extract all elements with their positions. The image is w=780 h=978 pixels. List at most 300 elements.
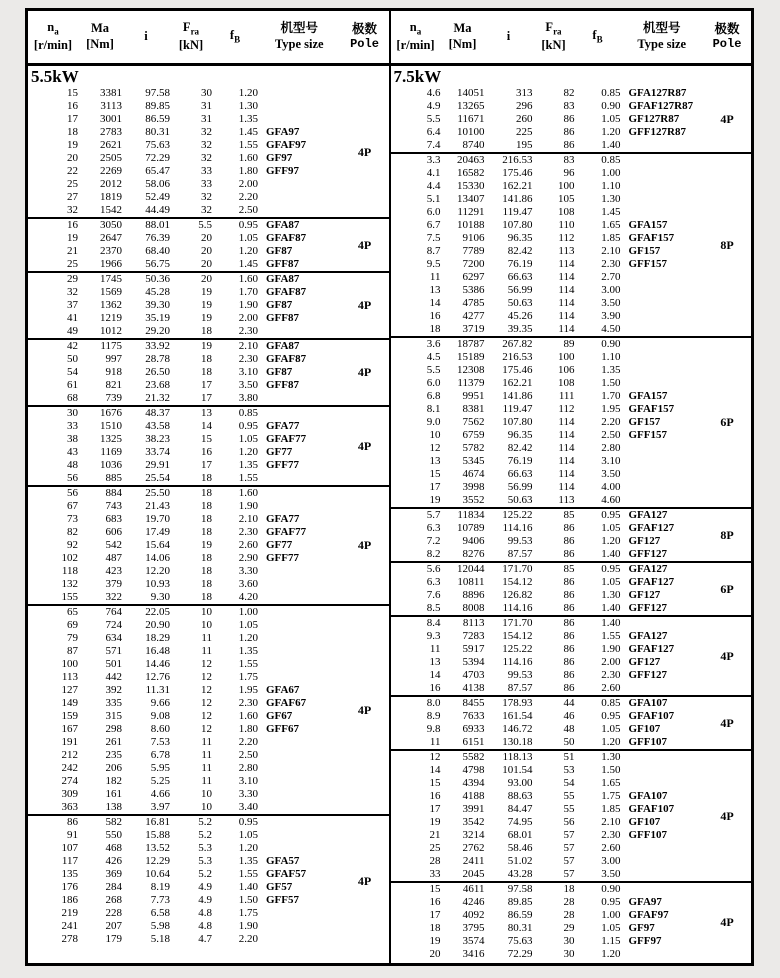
cell-ma: 3050	[100, 219, 122, 231]
cell-fra: 57	[563, 829, 575, 841]
spec-block	[28, 405, 389, 485]
cell-type	[621, 868, 704, 881]
cell-i: 195	[516, 139, 533, 151]
cell-fra: 86	[563, 643, 575, 655]
cell-type: GFA127	[628, 630, 668, 642]
cell-type: GFA157	[628, 390, 668, 402]
table-row	[28, 433, 341, 446]
cell-ma: 3381	[100, 87, 122, 99]
cell-na: 42	[67, 340, 78, 352]
cell-na: 13	[429, 284, 441, 296]
cell-type: GFA87	[266, 273, 300, 285]
cell-fb: 1.55	[238, 658, 258, 670]
cell-i: 96.35	[507, 429, 533, 441]
cell-fb: 1.40	[601, 548, 621, 560]
cell-na: 38	[67, 433, 78, 445]
cell-na: 363	[61, 801, 78, 813]
cell-i: 76.19	[507, 455, 533, 467]
cell-fb: 1.35	[238, 459, 258, 471]
cell-fb: 3.40	[238, 801, 258, 813]
pole-label: 4P	[720, 112, 734, 126]
cell-fra: 85	[563, 509, 575, 521]
cell-type	[258, 788, 341, 801]
cell-fb: 1.05	[601, 723, 621, 735]
cell-ma: 4611	[462, 883, 485, 895]
cell-na: 25	[67, 178, 78, 190]
cell-type	[621, 139, 704, 152]
table-row	[28, 366, 341, 379]
cell-i: 16.81	[145, 816, 170, 828]
cell-i: 89.85	[145, 100, 170, 112]
cell-type	[258, 191, 341, 204]
cell-i: 6.58	[150, 907, 170, 919]
cell-fra: 86	[563, 617, 575, 629]
cell-ma: 335	[105, 697, 122, 709]
cell-ma: 4703	[462, 669, 485, 681]
table-row	[28, 842, 341, 855]
cell-na: 7.5	[426, 232, 441, 244]
table-row	[391, 416, 704, 429]
cell-na: 7.2	[426, 535, 441, 547]
block-rows	[28, 407, 341, 485]
cell-fra: 20	[201, 232, 212, 244]
table-row	[391, 522, 704, 535]
cell-fb: 1.05	[601, 922, 621, 934]
cell-na: 11	[429, 643, 441, 655]
cell-na: 107	[61, 842, 78, 854]
cell-ma: 4092	[462, 909, 485, 921]
cell-ma: 10188	[457, 219, 485, 231]
cell-i: 68.01	[507, 829, 533, 841]
cell-fb: 3.30	[238, 565, 258, 577]
block-rows	[28, 219, 341, 271]
cell-i: 3.97	[150, 801, 170, 813]
cell-na: 8.2	[426, 548, 441, 560]
cell-fb: 2.20	[238, 736, 258, 748]
cell-i: 80.31	[507, 922, 533, 934]
table-row	[391, 390, 704, 403]
cell-ma: 2505	[100, 152, 122, 164]
cell-fb: 0.90	[601, 883, 621, 895]
cell-na: 41	[67, 312, 78, 324]
table-row	[391, 180, 704, 193]
cell-i: 33.74	[145, 446, 170, 458]
cell-type: GFF87	[266, 312, 299, 324]
cell-type: GFF77	[266, 552, 299, 564]
cell-na: 19	[429, 494, 441, 506]
cell-type: GF87	[266, 366, 293, 378]
cell-type: GFA87	[266, 340, 300, 352]
cell-i: 76.19	[507, 258, 533, 270]
block-rows	[28, 606, 341, 814]
cell-na: 309	[61, 788, 78, 800]
table-row	[391, 777, 704, 790]
cell-fra: 114	[558, 297, 575, 309]
cell-i: 99.53	[507, 669, 533, 681]
table-row	[28, 591, 341, 604]
cell-fb: 1.60	[238, 710, 258, 722]
cell-ma: 1036	[100, 459, 122, 471]
cell-fb: 1.05	[238, 433, 258, 445]
cell-type	[621, 351, 704, 364]
cell-ma: 235	[105, 749, 122, 761]
cell-i: 48.37	[145, 407, 170, 419]
block-rows	[391, 751, 704, 881]
cell-fb: 2.50	[238, 749, 258, 761]
cell-i: 125.22	[502, 643, 533, 655]
table-row	[391, 232, 704, 245]
cell-fra: 33	[201, 178, 212, 190]
cell-i: 35.19	[145, 312, 170, 324]
cell-fb: 1.30	[601, 751, 621, 763]
table-row	[28, 325, 341, 338]
cell-fb: 2.30	[238, 697, 258, 709]
cell-type	[621, 193, 704, 206]
cell-i: 9.66	[150, 697, 170, 709]
cell-fb: 2.50	[238, 204, 258, 216]
table-row	[28, 487, 341, 500]
cell-fra: 18	[201, 591, 212, 603]
table-row	[28, 723, 341, 736]
cell-na: 4.1	[426, 167, 441, 179]
cell-ma: 571	[105, 645, 122, 657]
pole-label: 4P	[357, 298, 372, 312]
table-row	[391, 455, 704, 468]
table-row	[391, 297, 704, 310]
cell-na: 9.8	[426, 723, 441, 735]
cell-fb: 1.00	[601, 909, 621, 921]
table-row	[391, 154, 704, 167]
cell-i: 141.86	[502, 193, 533, 205]
cell-type: GF107	[628, 723, 661, 735]
cell-ma: 764	[105, 606, 122, 618]
cell-fra: 12	[201, 671, 212, 683]
col-header-pole: 极数 Pole	[712, 22, 742, 52]
cell-na: 10	[429, 429, 441, 441]
cell-type: GF77	[266, 539, 293, 551]
cell-na: 14	[429, 669, 441, 681]
cell-fra: 5.3	[198, 842, 212, 854]
cell-type	[258, 632, 341, 645]
cell-i: 26.50	[145, 366, 170, 378]
cell-fra: 10	[201, 619, 212, 631]
cell-ma: 8276	[462, 548, 485, 560]
cell-ma: 5917	[462, 643, 485, 655]
cell-type: GFAF127R87	[628, 100, 694, 112]
pole-label: 4P	[357, 702, 372, 717]
cell-i: 28.78	[145, 353, 170, 365]
cell-fra: 54	[563, 777, 575, 789]
cell-type	[621, 323, 704, 336]
cell-fb: 4.50	[601, 323, 621, 335]
cell-fra: 19	[201, 539, 212, 551]
cell-i: 130.18	[502, 736, 533, 748]
cell-i: 162.21	[502, 180, 533, 192]
cell-type	[621, 271, 704, 284]
cell-fra: 14	[201, 420, 212, 432]
cell-na: 12	[429, 442, 441, 454]
cell-na: 16	[67, 100, 78, 112]
cell-i: 260	[516, 113, 533, 125]
cell-na: 16	[429, 682, 441, 694]
table-row	[28, 100, 341, 113]
cell-ma: 16582	[457, 167, 485, 179]
cell-fra: 18	[201, 366, 212, 378]
cell-fb: 3.10	[601, 455, 621, 467]
table-row	[28, 816, 341, 829]
cell-fb: 1.30	[601, 589, 621, 601]
cell-fra: 57	[563, 855, 575, 867]
cell-ma: 15330	[457, 180, 485, 192]
cell-fra: 12	[201, 658, 212, 670]
cell-fra: 19	[201, 340, 212, 352]
cell-ma: 322	[105, 591, 122, 603]
cell-ma: 7200	[462, 258, 485, 270]
cell-fb: 1.40	[601, 602, 621, 614]
cell-type	[621, 455, 704, 468]
cell-fra: 96	[563, 167, 575, 179]
cell-na: 12	[429, 751, 441, 763]
cell-fb: 2.70	[601, 271, 621, 283]
cell-fra: 100	[558, 351, 575, 363]
cell-type: GFF87	[266, 258, 299, 270]
table-row	[28, 191, 341, 204]
table-row	[391, 338, 704, 351]
cell-i: 171.70	[502, 617, 533, 629]
cell-fra: 110	[558, 219, 575, 231]
cell-fra: 19	[201, 286, 212, 298]
pole-label: 4P	[720, 914, 734, 929]
cell-na: 191	[61, 736, 78, 748]
cell-type	[621, 855, 704, 868]
cell-fra: 12	[201, 710, 212, 722]
cell-type: GFAF127	[628, 522, 675, 534]
cell-fra: 28	[563, 909, 575, 921]
cell-ma: 1012	[100, 325, 122, 337]
cell-i: 119.47	[502, 206, 533, 218]
cell-na: 43	[67, 446, 78, 458]
cell-na: 127	[61, 684, 78, 696]
cell-fra: 18	[201, 578, 212, 590]
table-row	[391, 535, 704, 548]
cell-na: 15	[67, 87, 78, 99]
cell-fra: 85	[563, 563, 575, 575]
cell-fb: 1.20	[601, 126, 621, 138]
cell-type	[258, 591, 341, 604]
cell-fra: 86	[563, 602, 575, 614]
table-row	[391, 617, 704, 630]
cell-na: 135	[61, 868, 78, 880]
cell-fb: 1.00	[601, 167, 621, 179]
cell-fra: 18	[563, 883, 575, 895]
cell-i: 175.46	[502, 364, 533, 376]
cell-ma: 1745	[100, 273, 122, 285]
cell-i: 50.63	[507, 297, 533, 309]
cell-ma: 12308	[457, 364, 485, 376]
cell-type	[621, 180, 704, 193]
cell-ma: 501	[105, 658, 122, 670]
cell-ma: 10100	[457, 126, 485, 138]
cell-na: 5.5	[426, 113, 441, 125]
cell-type: GFF157	[628, 258, 667, 270]
table-row	[28, 881, 341, 894]
cell-i: 65.47	[145, 165, 170, 177]
cell-fra: 5.2	[198, 829, 212, 841]
cell-ma: 918	[105, 366, 122, 378]
cell-fb: 1.20	[238, 446, 258, 458]
cell-fb: 2.20	[238, 191, 258, 203]
cell-fra: 86	[563, 630, 575, 642]
table-row	[391, 113, 704, 126]
table-row	[391, 351, 704, 364]
cell-na: 61	[67, 379, 78, 391]
cell-type: GFA77	[266, 420, 300, 432]
table-row	[391, 548, 704, 561]
cell-ma: 1676	[100, 407, 122, 419]
cell-fb: 2.10	[601, 816, 621, 828]
cell-ma: 885	[105, 472, 122, 484]
cell-type: GFAF97	[628, 909, 669, 921]
cell-ma: 206	[105, 762, 122, 774]
cell-i: 15.88	[145, 829, 170, 841]
cell-type	[621, 764, 704, 777]
cell-na: 6.0	[426, 377, 441, 389]
cell-fb: 1.05	[238, 232, 258, 244]
cell-type	[258, 801, 341, 814]
cell-fb: 0.85	[601, 697, 621, 709]
cell-na: 159	[61, 710, 78, 722]
table-body	[28, 66, 751, 963]
cell-fra: 17	[201, 392, 212, 404]
cell-type	[621, 338, 704, 351]
cell-fra: 112	[558, 232, 575, 244]
cell-ma: 2647	[100, 232, 122, 244]
cell-na: 100	[61, 658, 78, 670]
cell-fra: 18	[201, 513, 212, 525]
cell-fb: 1.05	[601, 576, 621, 588]
cell-type	[258, 500, 341, 513]
cell-fb: 3.00	[601, 284, 621, 296]
cell-na: 16	[429, 896, 441, 908]
cell-na: 241	[61, 920, 78, 932]
cell-i: 56.75	[145, 258, 170, 270]
cell-type: GF127	[628, 589, 661, 601]
cell-fra: 50	[563, 736, 575, 748]
cell-fb: 3.50	[601, 468, 621, 480]
spec-block	[28, 217, 389, 271]
cell-fb: 1.75	[238, 907, 258, 919]
cell-type	[258, 842, 341, 855]
cell-i: 82.42	[507, 245, 533, 257]
table-row	[28, 353, 341, 366]
cell-ma: 4277	[462, 310, 485, 322]
cell-i: 154.12	[502, 630, 533, 642]
table-row	[391, 602, 704, 615]
cell-fra: 4.7	[198, 933, 212, 945]
cell-ma: 8008	[462, 602, 485, 614]
table-row	[28, 619, 341, 632]
cell-i: 17.49	[145, 526, 170, 538]
cell-na: 14	[429, 764, 441, 776]
cell-type: GFA107	[628, 790, 668, 802]
table-row	[28, 379, 341, 392]
cell-fb: 0.85	[601, 87, 621, 99]
cell-fb: 4.00	[601, 481, 621, 493]
table-row	[28, 658, 341, 671]
cell-ma: 2012	[100, 178, 122, 190]
cell-type	[258, 606, 341, 619]
cell-i: 14.46	[145, 658, 170, 670]
cell-na: 6.4	[426, 126, 441, 138]
cell-fb: 2.30	[238, 526, 258, 538]
cell-i: 86.59	[507, 909, 533, 921]
cell-type: GF157	[628, 416, 661, 428]
cell-ma: 2411	[462, 855, 485, 867]
cell-na: 17	[67, 113, 78, 125]
cell-ma: 14051	[457, 87, 485, 99]
cell-ma: 4674	[462, 468, 485, 480]
pole-label: 6P	[720, 581, 734, 596]
pole-label: 4P	[720, 808, 734, 823]
cell-fb: 1.50	[601, 377, 621, 389]
cell-ma: 11291	[457, 206, 485, 218]
cell-na: 13	[429, 455, 441, 467]
cell-na: 6.7	[426, 219, 441, 231]
table-row	[28, 907, 341, 920]
cell-ma: 161	[105, 788, 122, 800]
cell-i: 6.78	[150, 749, 170, 761]
cell-i: 12.29	[145, 855, 170, 867]
cell-fb: 2.20	[238, 933, 258, 945]
cell-fra: 29	[563, 922, 575, 934]
cell-fra: 86	[563, 656, 575, 668]
cell-i: 12.76	[145, 671, 170, 683]
cell-na: 5.7	[426, 509, 441, 521]
cell-ma: 550	[105, 829, 122, 841]
cell-i: 43.28	[507, 868, 533, 880]
cell-i: 20.90	[145, 619, 170, 631]
cell-type: GFAF127	[628, 643, 675, 655]
table-row	[391, 509, 704, 522]
cell-i: 97.58	[145, 87, 170, 99]
cell-i: 80.31	[145, 126, 170, 138]
cell-ma: 542	[105, 539, 122, 551]
cell-fra: 114	[558, 468, 575, 480]
table-row	[391, 710, 704, 723]
col-header-pole: 极数 Pole	[350, 22, 379, 52]
col-header-ma: Ma [Nm]	[86, 21, 114, 51]
block-rows	[28, 340, 341, 405]
cell-fb: 1.10	[601, 180, 621, 192]
table-row	[391, 682, 704, 695]
cell-na: 19	[429, 816, 441, 828]
cell-ma: 4138	[462, 682, 485, 694]
cell-ma: 228	[105, 907, 122, 919]
cell-i: 23.68	[145, 379, 170, 391]
table-row	[28, 87, 341, 100]
cell-ma: 3416	[462, 948, 485, 960]
cell-na: 9.3	[426, 630, 441, 642]
cell-type	[621, 948, 704, 961]
pole-label: 4P	[357, 237, 372, 252]
cell-ma: 369	[105, 868, 122, 880]
cell-fb: 1.90	[238, 920, 258, 932]
cell-i: 88.63	[507, 790, 533, 802]
table-row	[28, 578, 341, 591]
cell-type	[258, 578, 341, 591]
table-row	[391, 589, 704, 602]
cell-fra: 18	[201, 552, 212, 564]
